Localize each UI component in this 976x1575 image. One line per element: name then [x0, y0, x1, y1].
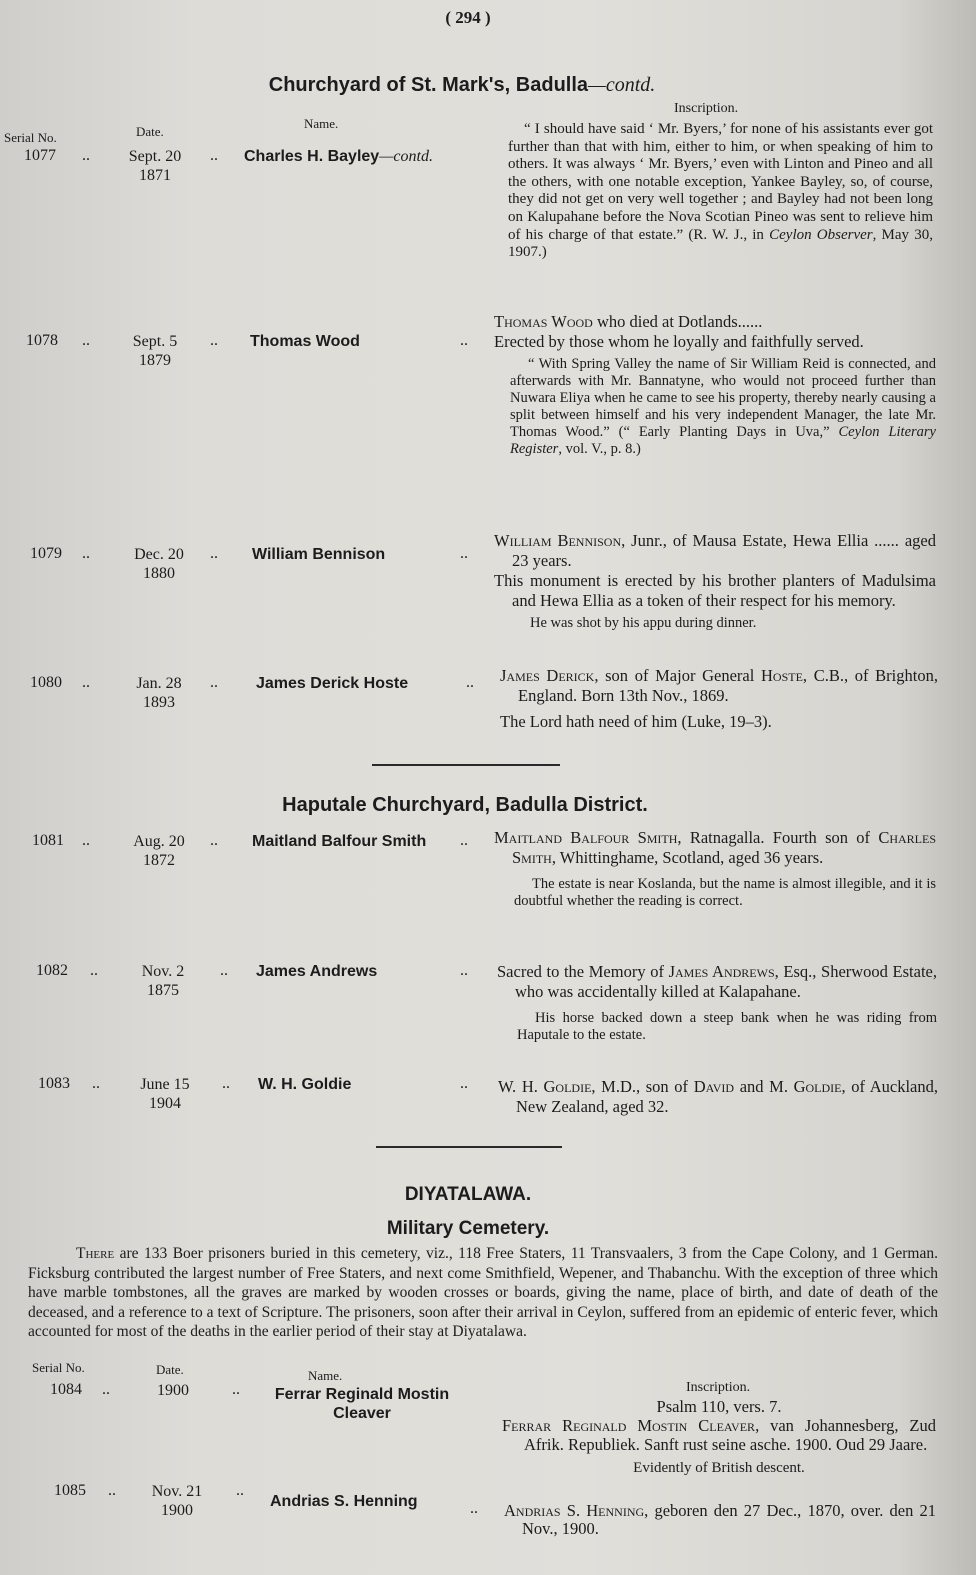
- entry-name: James Derick Hoste: [256, 675, 409, 692]
- leader-dots: ..: [236, 1482, 244, 1499]
- entry-name: W. H. Goldie: [258, 1076, 352, 1093]
- leader-dots: ..: [232, 1381, 240, 1398]
- serial-number: 1081: [32, 832, 64, 849]
- header-serial-2: Serial No.: [32, 1360, 85, 1375]
- entry-name: Charles H. Bayley—contd.: [244, 148, 433, 165]
- leader-dots: ..: [82, 147, 90, 164]
- leader-dots: ..: [460, 332, 468, 349]
- leader-dots: ..: [90, 962, 98, 979]
- entry-inscription: Maitland Balfour Smith, Ratnagalla. Fourth son of Charles Smith, Whittinghame, Scotland, aged 36 years. The estate is near Koslanda, but the name is almost illegible, and it is doubtful whether the reading is correct.: [494, 828, 936, 909]
- header-date: Date.: [136, 124, 164, 139]
- header-name-2: Name.: [308, 1368, 343, 1383]
- serial-number: 1079: [30, 545, 62, 562]
- entry-name: Andrias S. Henning: [270, 1493, 418, 1510]
- leader-dots: ..: [470, 1500, 478, 1517]
- entry-date: 1900: [157, 1382, 189, 1399]
- header-inscription: Inscription.: [674, 101, 739, 116]
- entry-name: James Andrews: [256, 963, 378, 980]
- leader-dots: ..: [210, 332, 218, 349]
- serial-number: 1078: [26, 332, 58, 349]
- header-inscription-2: Inscription.: [686, 1380, 751, 1395]
- leader-dots: ..: [82, 545, 90, 562]
- entry-inscription: Sacred to the Memory of James Andrews, Esq., Sherwood Estate, who was accidentally killed at Kalapahane. His horse backed down a steep bank when he was riding from Haputale to the estate.: [497, 962, 937, 1043]
- entry-date: Dec. 20 1880: [134, 546, 184, 582]
- entry-date: June 15 1904: [140, 1076, 190, 1112]
- serial-number: 1077: [24, 147, 56, 164]
- diyatalawa-intro-paragraph: There are 133 Boer prisoners buried in this cemetery, viz., 118 Free Staters, 11 Transvaalers, 3 from the Cape Colony, and 1 German. Ficksburg contributed the largest number of Free Staters, and next come Smithfield, Wepener, and Thabanchu. With the exception of three which have marble tombstones, all the graves are marked by wooden crosses or boards, giving the name, place of birth, and date of death of the deceased, and a reference to a text of Scripture. The prisoners, soon after their arrival in Ceylon, suffered from an epidemic of enteric fever, which accounted for most of the deaths in the earlier period of their stay at Diyatalawa.: [28, 1245, 938, 1340]
- leader-dots: ..: [210, 147, 218, 164]
- leader-dots: ..: [460, 832, 468, 849]
- leader-dots: ..: [460, 962, 468, 979]
- entry-inscription: “ I should have said ‘ Mr. Byers,’ for none of his assistants ever got further than that with him, either to him, or when speaking of him to others. It was always ‘ Mr. Byers,’ even with Linton and Pineo and all the others, with one notable exception, Yankee Bayley, so, of course, they did not get on very well together ; and Bayley had not been long on Kalupahane before the Nova Scotian Pineo was sent to relieve him of his charge of that estate.” (R. W. J., in Ceylon Observer, May 30, 1907.): [508, 121, 933, 261]
- leader-dots: ..: [222, 1075, 230, 1092]
- serial-number: 1080: [30, 674, 62, 691]
- leader-dots: ..: [210, 545, 218, 562]
- entry-inscription: W. H. Goldie, M.D., son of David and M. Goldie, of Auckland, New Zealand, aged 32.: [498, 1077, 938, 1116]
- leader-dots: ..: [210, 674, 218, 691]
- header-date-2: Date.: [156, 1362, 184, 1377]
- page-number: ( 294 ): [445, 8, 491, 27]
- section-title-haputale: Haputale Churchyard, Badulla District.: [282, 794, 648, 816]
- leader-dots: ..: [466, 674, 474, 691]
- entry-date: Jan. 28 1893: [136, 675, 182, 711]
- leader-dots: ..: [220, 962, 228, 979]
- entry-inscription: Andrias S. Henning, geboren den 27 Dec., 1870, over. den 21 Nov., 1900.: [504, 1501, 937, 1538]
- header-name: Name.: [304, 116, 339, 131]
- entry-date: Aug. 20 1872: [133, 833, 185, 869]
- header-serial: Serial No.: [4, 130, 57, 145]
- section-divider: [376, 1146, 562, 1148]
- leader-dots: ..: [102, 1381, 110, 1398]
- entry-date: Sept. 20 1871: [128, 148, 182, 184]
- leader-dots: ..: [82, 832, 90, 849]
- leader-dots: ..: [460, 1075, 468, 1092]
- entry-inscription: Thomas Wood who died at Dotlands...... Erected by those whom he loyally and faithfully served. “ With Spring Valley the name of Sir William Reid is connected, and afterwards with Mr. Bannatyne, who would not proceed further than Nuwara Eliya when he came to see his property, thereby nearly causing a split between himself and his very independent Manager, the late Mr. Thomas Wood.” (“ Early Planting Days in Uva,” Ceylon Literary Register, vol. V., p. 8.): [494, 312, 936, 457]
- serial-number: 1083: [38, 1075, 70, 1092]
- serial-number: 1085: [54, 1482, 86, 1499]
- section-title-diyatalawa: DIYATALAWA.: [404, 1184, 532, 1205]
- entry-name: Thomas Wood: [250, 333, 360, 350]
- leader-dots: ..: [210, 832, 218, 849]
- entry-inscription: William Bennison, Junr., of Mausa Estate, Hewa Ellia ...... aged 23 years. This monument is erected by his brother planters of Madulsima and Hewa Ellia as a token of their respect for his memory. He was shot by his appu during dinner.: [494, 531, 936, 631]
- entry-inscription: Psalm 110, vers. 7. Ferrar Reginald Mostin Cleaver, van Johannesberg, Zud Afrik. Republiek. Sanft rust seine asche. 1900. Oud 29 Jaare. Evidently of British descent.: [502, 1397, 936, 1476]
- section-title-military-cemetery: Military Cemetery.: [386, 1218, 550, 1239]
- entry-date: Nov. 2 1875: [141, 963, 185, 999]
- entry-name: Ferrar Reginald Mostin Cleaver: [274, 1386, 450, 1422]
- section-title-st-marks: Churchyard of St. Mark's, Badulla—contd.: [268, 74, 656, 96]
- entry-date: Sept. 5 1879: [132, 333, 178, 369]
- leader-dots: ..: [108, 1482, 116, 1499]
- leader-dots: ..: [82, 674, 90, 691]
- serial-number: 1084: [50, 1381, 82, 1398]
- entry-name: Maitland Balfour Smith: [252, 833, 427, 850]
- entry-date: Nov. 21 1900: [151, 1483, 203, 1519]
- leader-dots: ..: [460, 545, 468, 562]
- leader-dots: ..: [82, 332, 90, 349]
- entry-name: William Bennison: [252, 546, 386, 563]
- entry-inscription: James Derick, son of Major General Hoste, C.B., of Brighton, England. Born 13th Nov., 1869. The Lord hath need of him (Luke, 19–3).: [500, 666, 938, 731]
- leader-dots: ..: [92, 1075, 100, 1092]
- section-divider: [372, 764, 560, 766]
- serial-number: 1082: [36, 962, 68, 979]
